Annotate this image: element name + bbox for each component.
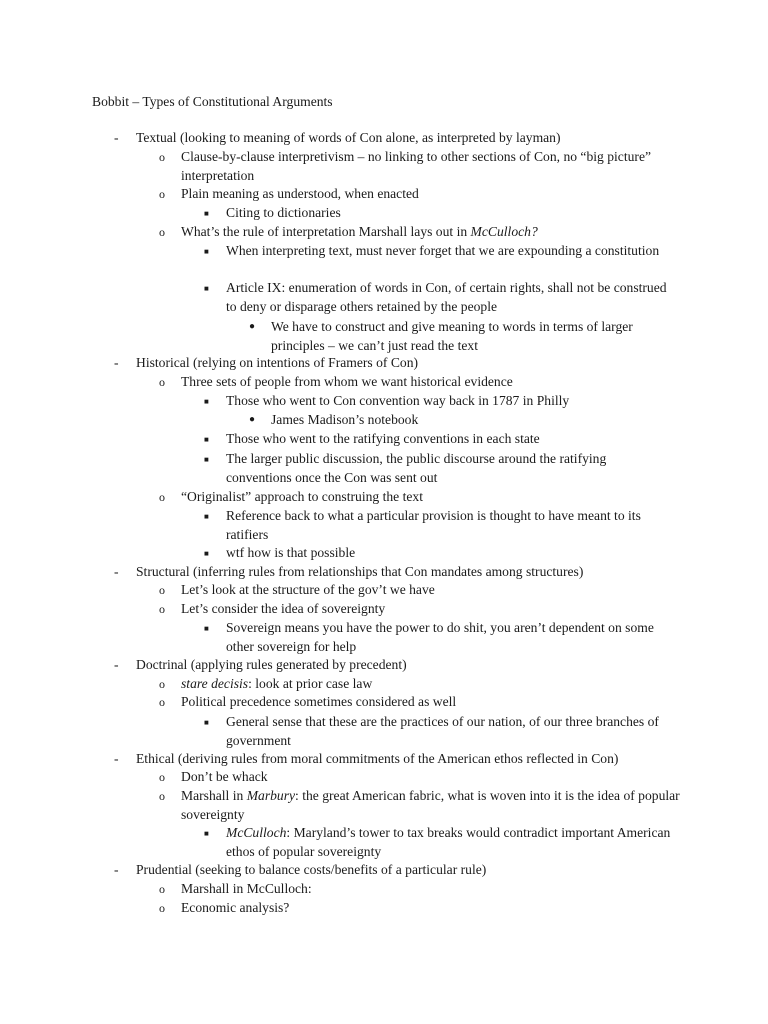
outline-item-level-1 [159,373,701,392]
outline-item-text [226,620,654,654]
outline-item-text [181,769,268,784]
outline-item-text [136,862,486,877]
bullet-marker: o [159,695,165,709]
bullet-marker: ● [249,414,256,425]
outline-item-text [181,489,423,504]
outline-item-text [226,545,355,560]
text-main: Those who went to Con convention way back in 1787 in Philly [226,393,570,408]
outline-item-text [181,582,435,597]
outline-item-text [181,186,419,201]
outline-item-level-0 [114,563,716,582]
outline-item-text [181,374,513,389]
bullet-marker: - [114,355,119,370]
outline-item-level-3 [249,411,677,430]
text-main: Article IX: enumeration of words in Con, of certain rights, shall not be construed to deny or disparage others retained by the people [226,280,667,314]
bullet-marker: o [159,583,165,597]
outline-item-level-2 [204,204,674,223]
outline-item-level-2 [204,430,674,449]
outline-item-text [136,657,407,672]
bullet-marker: ■ [204,549,209,558]
outline-item-level-1 [159,488,701,507]
outline-item-level-2 [204,619,674,656]
outline-item-level-1 [159,600,701,619]
text-main: Plain meaning as understood, when enacted [181,186,419,201]
bullet-marker: - [114,657,119,672]
outline-item-text [136,130,561,145]
bullet-marker: - [114,862,119,877]
text-main: What’s the rule of interpretation Marshall lays out in [181,224,471,239]
text-main: General sense that these are the practices of our nation, of our three branches of government [226,714,659,748]
outline-item-level-2 [204,242,674,261]
outline-item-text [136,751,618,766]
outline-item-level-1 [159,223,701,242]
italic-term: McCulloch [226,825,287,840]
text-main: Economic analysis? [181,900,290,915]
text-main: We have to construct and give meaning to words in terms of larger principles – we can’t just read the text [271,319,633,353]
text-main: wtf how is that possible [226,545,356,560]
outline-item-level-0 [114,129,716,148]
bullet-marker: o [159,150,165,164]
outline-item-text [181,881,312,896]
outline-item-text [136,355,418,370]
bullet-marker: o [159,901,165,915]
outline-item-level-0 [114,656,716,675]
italic-case-name: Marbury [246,788,296,803]
outline-item-text [226,280,667,314]
bullet-marker: - [114,751,119,766]
text-main: Citing to dictionaries [226,205,341,220]
text-main: Marshall in McCulloch: [181,881,312,896]
outline-item-level-1 [159,899,701,918]
document-title: Bobbit – Types of Constitutional Arguments [92,94,333,109]
text-rest: : look at prior case law [248,676,373,691]
outline-item-level-1 [159,675,701,694]
text-main: Doctrinal (applying rules generated by precedent) [136,657,407,672]
bullet-marker: o [159,677,165,691]
bullet-marker: o [159,770,165,784]
outline-item-text [226,205,341,220]
bullet-marker: o [159,602,165,616]
bullet-marker: ■ [204,209,209,218]
text-main: Let’s consider the idea of sovereignty [181,601,386,616]
outline-item-text [271,319,633,353]
outline-item-text [226,451,606,485]
outline-item-level-2 [204,713,674,750]
outline-item-level-1 [159,880,701,899]
text-main: Political precedence sometimes considered as well [181,694,457,709]
text-main: Structural (inferring rules from relationships that Con mandates among structures) [136,564,584,579]
outline-item-level-2 [204,392,674,411]
bullet-marker: ■ [204,829,209,838]
outline-item-level-3 [249,318,677,355]
bullet-marker: o [159,789,165,803]
bullet-marker: ● [249,321,256,332]
text-main: The larger public discussion, the public discourse around the ratifying conventions once the Con was sent out [226,451,607,485]
outline-item-text [226,243,659,258]
outline-item-text [226,714,659,748]
text-rest: : the great American fabric, what is woven into it is the idea of popular sovereignty [181,788,680,822]
outline-item-level-1 [159,787,701,824]
bullet-marker: ■ [204,718,209,727]
bullet-marker: ■ [204,624,209,633]
text-main: James Madison’s notebook [271,412,419,427]
outline-item-level-2 [204,824,674,861]
text-main: Ethical (deriving rules from moral commitments of the American ethos reflected in Con) [136,751,619,766]
text-main: Let’s look at the structure of the gov’t we have [181,582,435,597]
outline-item-level-2 [204,544,674,563]
italic-case-name: McCulloch? [470,224,538,239]
outline-item-text [181,788,680,822]
outline-item-level-0 [114,861,716,880]
outline-item-level-1 [159,768,701,787]
outline-item-text [181,694,456,709]
outline-item-text [181,224,538,239]
bullet-marker: o [159,882,165,896]
outline-item-text [271,412,418,427]
text-main: “Originalist” approach to construing the text [181,489,423,504]
outline-item-text [181,900,289,915]
text-rest: : Maryland’s tower to tax breaks would contradict important American ethos of popular sovereignty [226,825,671,859]
text-main: Textual (looking to meaning of words of Con alone, as interpreted by layman) [136,130,561,145]
bullet-marker: - [114,130,119,145]
outline-item-level-2 [204,507,674,544]
text-main: Clause-by-clause interpretivism – no linking to other sections of Con, no “big picture” interpretation [181,149,652,183]
bullet-marker: o [159,187,165,201]
text-main: When interpreting text, must never forget that we are expounding a constitution [226,243,660,258]
text-prefix: Marshall in [181,788,247,803]
outline-item-level-2 [204,450,674,487]
bullet-marker: ■ [204,455,209,464]
text-main: Sovereign means you have the power to do shit, you aren’t dependent on some other sovereign for help [226,620,654,654]
bullet-marker: ■ [204,247,209,256]
outline-item-text [181,149,651,183]
text-main: Those who went to the ratifying conventions in each state [226,431,540,446]
text-main: Historical (relying on intentions of Framers of Con) [136,355,419,370]
outline-item-text [181,676,372,691]
bullet-marker: o [159,490,165,504]
outline-item-text [226,431,540,446]
outline-item-level-1 [159,148,701,185]
outline-item-text [226,825,670,859]
bullet-marker: o [159,375,165,389]
bullet-marker: ■ [204,397,209,406]
text-main: Three sets of people from whom we want historical evidence [181,374,513,389]
bullet-marker: ■ [204,435,209,444]
outline-item-text [226,393,569,408]
outline-item-level-1 [159,185,701,204]
outline-item-level-0 [114,750,716,769]
bullet-marker: ■ [204,512,209,521]
bullet-marker: - [114,564,119,579]
bullet-marker: ■ [204,284,209,293]
outline-item-text [226,508,641,542]
italic-term: stare decisis [181,676,249,691]
outline-item-level-0 [114,354,716,373]
text-main: Prudential (seeking to balance costs/benefits of a particular rule) [136,862,487,877]
text-main: Don’t be whack [181,769,268,784]
outline-item-text [181,601,385,616]
outline-item-level-2 [204,279,674,316]
outline-item-text [136,564,583,579]
outline-item-level-1 [159,581,701,600]
bullet-marker: o [159,225,165,239]
text-main: Reference back to what a particular provision is thought to have meant to its ratifiers [226,508,641,542]
outline-item-level-1 [159,693,701,712]
